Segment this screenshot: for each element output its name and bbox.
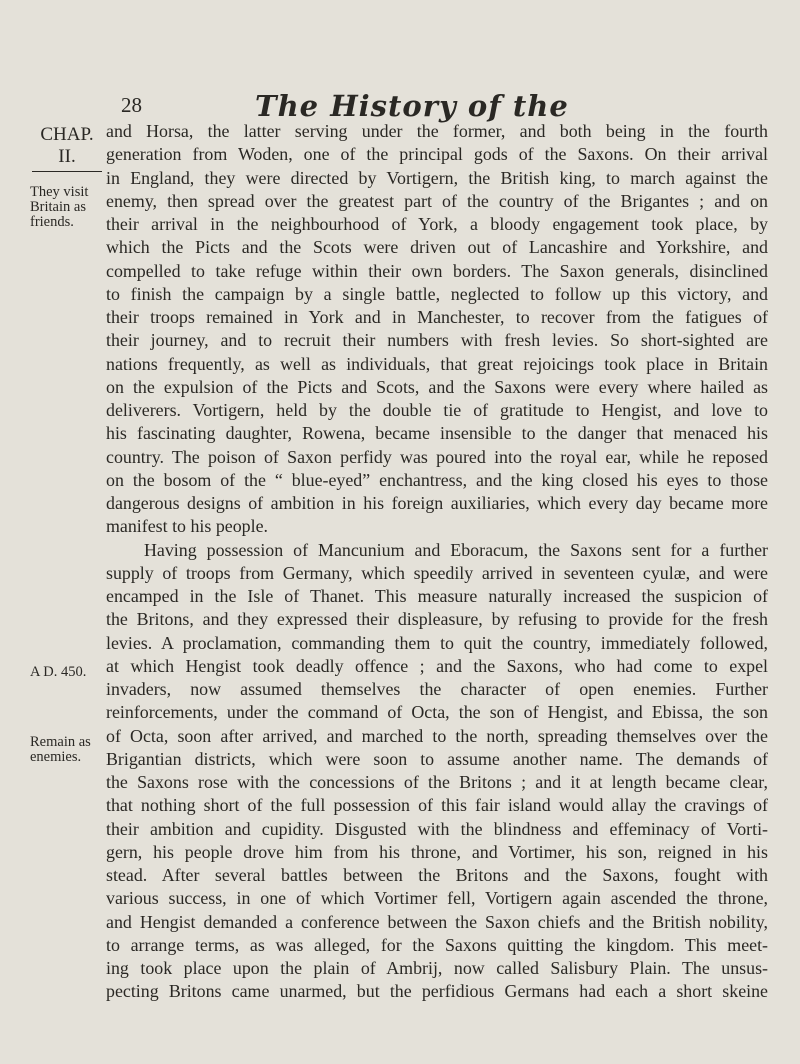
text-line: dangerous designs of ambition in his foreign auxiliaries, which every day became more: [106, 493, 768, 513]
text-line: to arrange terms, as was alleged, for the Saxons quitting the kingdom. This meet-: [106, 934, 768, 955]
text-line: compelled to take refuge within their own borders. The Saxon generals, disinclined: [106, 260, 768, 281]
text-line: their arrival in the neighbourhood of York, a bloody engagement took place, by: [106, 214, 768, 234]
text-line: ing took place upon the plain of Ambrij, now called Salisbury Plain. The unsus-: [106, 958, 768, 978]
text-line: reinforcements, under the command of Octa, the son of Hengist, and Ebissa, the son: [106, 702, 768, 723]
text-line: their journey, and to recruit their numbers with fresh levies. So short-sighted are: [106, 330, 768, 351]
text-line: invaders, now assumed themselves the character of open enemies. Further: [106, 679, 768, 699]
chapter-number: II.: [58, 146, 76, 167]
text-line: his fascinating daughter, Rowena, became insensible to the danger that menaced his: [106, 423, 768, 444]
text-line: stead. After several battles between the Britons and the Saxons, fought with: [106, 865, 768, 885]
text-line: to finish the campaign by a single battle, neglected to follow up this victory, and: [106, 283, 768, 304]
text-line: levies. A proclamation, commanding them to quit the country, immediately followed,: [106, 632, 768, 653]
text-line: deliverers. Vortigern, held by the double tie of gratitude to Hengist, and love to: [106, 400, 768, 420]
margin-note-visit: They visit Britain as friends.: [30, 184, 89, 230]
text-line: in England, they were directed by Vortigern, the British king, to march against the: [106, 167, 768, 188]
text-line: country. The poison of Saxon perfidy was poured into the royal ear, while he reposed: [106, 446, 768, 467]
text-line: which the Picts and the Scots were driven out of Lancashire and Yorkshire, and: [106, 237, 768, 258]
text-line: their ambition and cupidity. Disgusted with the blindness and effeminacy of Vorti-: [106, 818, 768, 839]
text-line: supply of troops from Germany, which speedily arrived in seventeen cyulæ, and were: [106, 562, 768, 583]
page-number: 28: [121, 93, 142, 117]
text-line: the Britons, and they expressed their displeasure, by refusing to provide for the fresh: [106, 609, 768, 630]
text-line: that nothing short of the full possession of this fair island would allay the cravings of: [106, 795, 768, 816]
text-line: gern, his people drove him from his throne, and Vortimer, his son, reigned in his: [106, 841, 768, 862]
text-line: manifest to his people.: [106, 516, 268, 537]
chapter-label: CHAP.: [40, 124, 94, 145]
text-line: at which Hengist took deadly offence ; and the Saxons, who had come to expel: [106, 655, 768, 676]
text-line: nations frequently, as well as individuals, that great rejoicings took place in Britain: [106, 353, 768, 374]
text-line: the Saxons rose with the concessions of the Britons ; and it at length became clear,: [106, 772, 768, 792]
text-line: pecting Britons came unarmed, but the perfidious Germans had each a short skeine: [106, 981, 768, 1002]
text-line: various success, in one of which Vortimer fell, Vortigern again ascended the throne,: [106, 888, 768, 909]
text-line: Brigantian districts, which were soon to assume another name. The demands of: [106, 748, 768, 769]
text-line: Having possession of Mancunium and Eboracum, the Saxons sent for a further: [144, 539, 768, 560]
text-line: of Octa, soon after arrived, and marched to the north, spreading themselves over the: [106, 725, 768, 746]
text-line: and Hengist demanded a conference between the Saxon chiefs and the British nobility,: [106, 911, 768, 932]
margin-note-date: A D. 450.: [30, 664, 87, 680]
chapter-rule: [32, 171, 102, 172]
margin-note-enemies: Remain as enemies.: [30, 734, 91, 765]
text-line: encamped in the Isle of Thanet. This measure naturally increased the suspicion of: [106, 586, 768, 606]
text-line: on the bosom of the “ blue-eyed” enchantress, and the king closed his eyes to those: [106, 469, 768, 490]
text-line: generation from Woden, one of the principal gods of the Saxons. On their arrival: [106, 144, 768, 165]
running-head: The History of the: [255, 89, 569, 123]
text-line: on the expulsion of the Picts and Scots, and the Saxons were every where hailed as: [106, 376, 768, 397]
text-line: enemy, then spread over the greatest part of the country of the Brigantes ; and on: [106, 190, 768, 211]
text-line: their troops remained in York and in Manchester, to recover from the fatigues of: [106, 307, 768, 327]
text-line: and Horsa, the latter serving under the former, and both being in the fourth: [106, 121, 768, 141]
body-text: [106, 120, 768, 1004]
